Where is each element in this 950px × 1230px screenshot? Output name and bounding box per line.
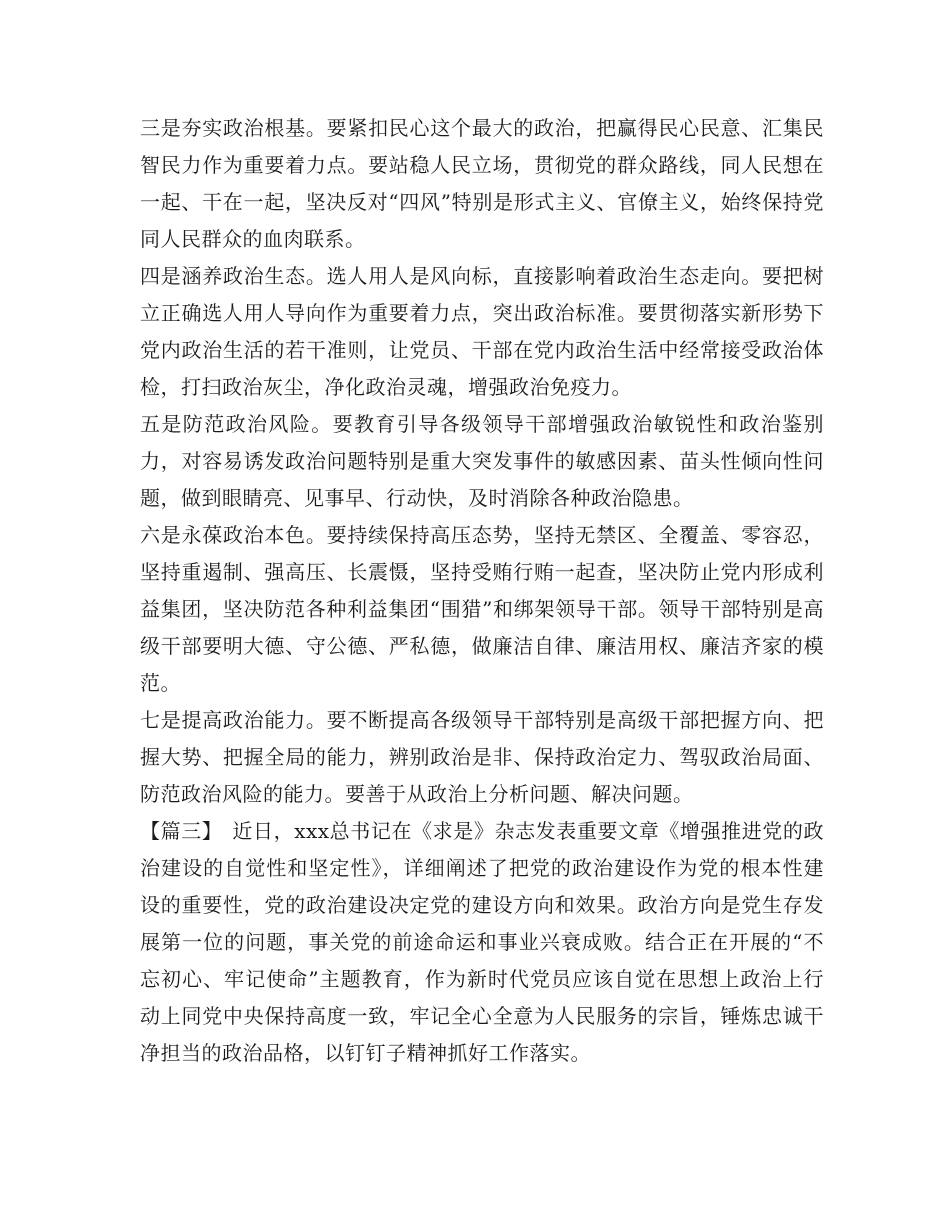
paragraph-political-character: 六是永葆政治本色。要持续保持高压态势，坚持无禁区、全覆盖、零容忍，坚持重遏制、强高压、长震慑，坚持受贿行贿一起查，坚决防止党内形成利益集团，坚决防范各种利益集团“围猎”和绑架领导干部。领导干部特别是高级干部要明大德、守公德、严私德，做廉洁自律、廉洁用权、廉洁齐家的模范。 (140, 523, 824, 695)
pian-three-text: 近日，xxx总书记在《求是》杂志发表重要文章《增强推进党的政治建设的自觉性和坚定性》，详细阐述了把党的政治建设作为党的根本性建设的重要性，党的政治建设决定党的建设方向和效果。政治方向是党生存发展第一位的问题，事关党的前途命运和事业兴衰成败。结合正在开展的“不忘初心、牢记使命”主题教育，作为新时代党员应该自觉在思想上政治上行动上同党中央保持高度一致，牢记全心全意为人民服务的宗旨，锤炼忠诚干净担当的政治品格，以钉钉子精神抓好工作落实。 (140, 819, 825, 1065)
paragraph-political-ecology: 四是涵养政治生态。选人用人是风向标，直接影响着政治生态走向。要把树立正确选人用人导向作为重要着力点，突出政治标准。要贯彻落实新形势下党内政治生活的若干准则，让党员、干部在党内政治生活中经常接受政治体检，打扫政治灰尘，净化政治灵魂，增强政治免疫力。 (140, 264, 824, 399)
document-body (140, 110, 824, 1072)
paragraph-consolidate-foundation: 三是夯实政治根基。要紧扣民心这个最大的政治，把赢得民心民意、汇集民智民力作为重要着力点。要站稳人民立场，贯彻党的群众路线，同人民想在一起、干在一起，坚决反对“四风”特别是形式主义、官僚主义，始终保持党同人民群众的血肉联系。 (140, 116, 824, 251)
paragraph-political-risk: 五是防范政治风险。要教育引导各级领导干部增强政治敏锐性和政治鉴别力，对容易诱发政治问题特别是重大突发事件的敏感因素、苗头性倾向性问题，做到眼睛亮、见事早、行动快，及时消除各种政治隐患。 (140, 412, 824, 510)
section-heading-pian-three: 【篇三】 (140, 819, 223, 843)
paragraph-political-capability: 七是提高政治能力。要不断提高各级领导干部特别是高级干部把握方向、把握大势、把握全局的能力，辨别政治是非、保持政治定力、驾驭政治局面、防范政治风险的能力。要善于从政治上分析问题、解决问题。 (140, 708, 824, 806)
paragraph-pian-three (140, 813, 824, 1072)
